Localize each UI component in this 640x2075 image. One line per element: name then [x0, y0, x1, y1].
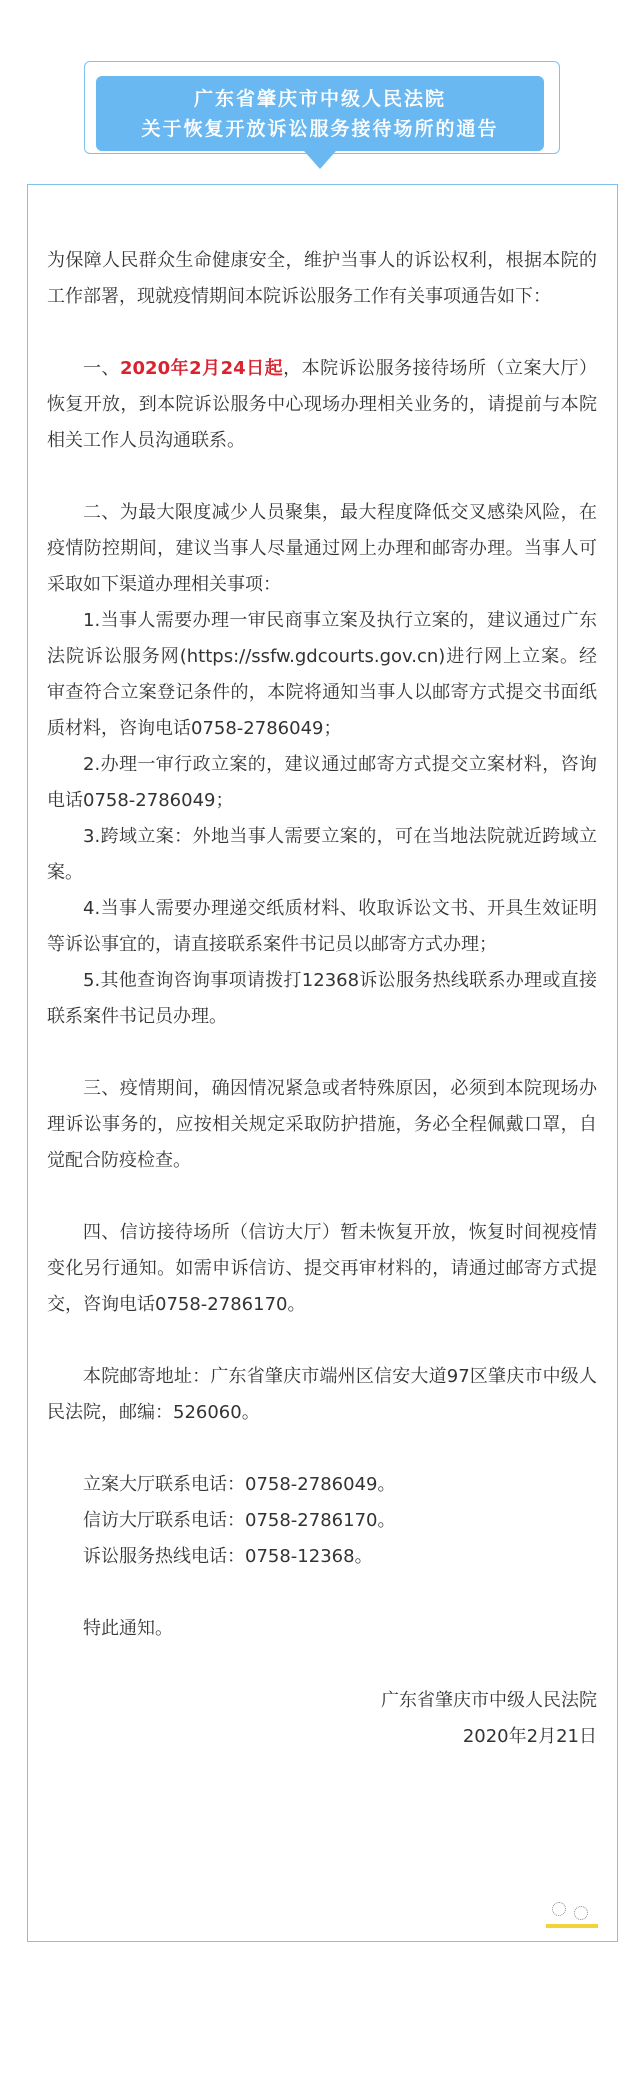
notice-body: [47, 243, 597, 1755]
item-2-sub-2: 2.办理一审行政立案的，建议通过邮寄方式提交立案材料，咨询电话0758-2786049；: [47, 754, 597, 811]
item-3-paragraph: 三、疫情期间，确因情况紧急或者特殊原因，必须到本院现场办理诉讼事务的，应按相关规定采取防护措施，务必全程佩戴口罩，自觉配合防疫检查。: [47, 1078, 597, 1171]
item-1-paragraph: [47, 351, 597, 459]
item-1-text: ，本院诉讼服务接待场所（立案大厅）恢复开放，到本院诉讼服务中心现场办理相关业务的，请提前与本院相关工作人员沟通联系。: [47, 358, 598, 451]
item-2-sub-1: 1.当事人需要办理一审民商事立案及执行立案的，建议通过广东法院诉讼服务网(https://ssfw.gdcourts.gov.cn)进行网上立案。经审查符合立案登记条件的，本院将通知当事人以邮寄方式提交书面纸质材料，咨询电话0758-2786049；: [47, 610, 597, 739]
decorative-bar: [546, 1924, 598, 1928]
item-2-sub-5: 5.其他查询咨询事项请拨打12368诉讼服务热线联系办理或直接联系案件书记员办理。: [47, 970, 597, 1027]
phone-petition-hall: 信访大厅联系电话：0758-2786170。: [83, 1510, 396, 1531]
item-2-sub-4: 4.当事人需要办理递交纸质材料、收取诉讼文书、开具生效证明等诉讼事宜的，请直接联系案件书记员以邮寄方式办理；: [47, 898, 597, 955]
notice-date: 2020年2月21日: [462, 1726, 597, 1747]
item-1-prefix: 一、: [83, 358, 120, 379]
title-line-2: 关于恢复开放诉讼服务接待场所的通告: [141, 117, 499, 140]
address-paragraph: 本院邮寄地址：广东省肇庆市端州区信安大道97区肇庆市中级人民法院，邮编：526060。: [47, 1366, 597, 1423]
item-2-sub-3: 3.跨域立案：外地当事人需要立案的，可在当地法院就近跨域立案。: [47, 826, 597, 883]
title-pointer-icon: [304, 151, 336, 169]
phone-filing-hall: 立案大厅联系电话：0758-2786049。: [83, 1474, 396, 1495]
closing-text: 特此通知。: [83, 1618, 173, 1639]
item-1-date: 2020年2月24日起: [120, 358, 284, 379]
item-4-paragraph: 四、信访接待场所（信访大厅）暂未恢复开放，恢复时间视疫情变化另行通知。如需申诉信访、提交再审材料的，请通过邮寄方式提交，咨询电话0758-2786170。: [47, 1222, 597, 1315]
title-line-1: 广东省肇庆市中级人民法院: [193, 87, 446, 110]
item-2-paragraph: 二、为最大限度减少人员聚集，最大程度降低交叉感染风险，在疫情防控期间，建议当事人尽量通过网上办理和邮寄办理。当事人可采取如下渠道办理相关事项：: [47, 502, 597, 595]
signature: 广东省肇庆市中级人民法院: [381, 1690, 597, 1711]
phone-hotline: 诉讼服务热线电话：0758-12368。: [83, 1546, 373, 1567]
title-banner: [96, 76, 544, 151]
dotted-circles-icon: [546, 1888, 606, 1928]
intro-paragraph: 为保障人民群众生命健康安全，维护当事人的诉讼权利，根据本院的工作部署，现就疫情期间本院诉讼服务工作有关事项通告如下：: [47, 250, 597, 307]
